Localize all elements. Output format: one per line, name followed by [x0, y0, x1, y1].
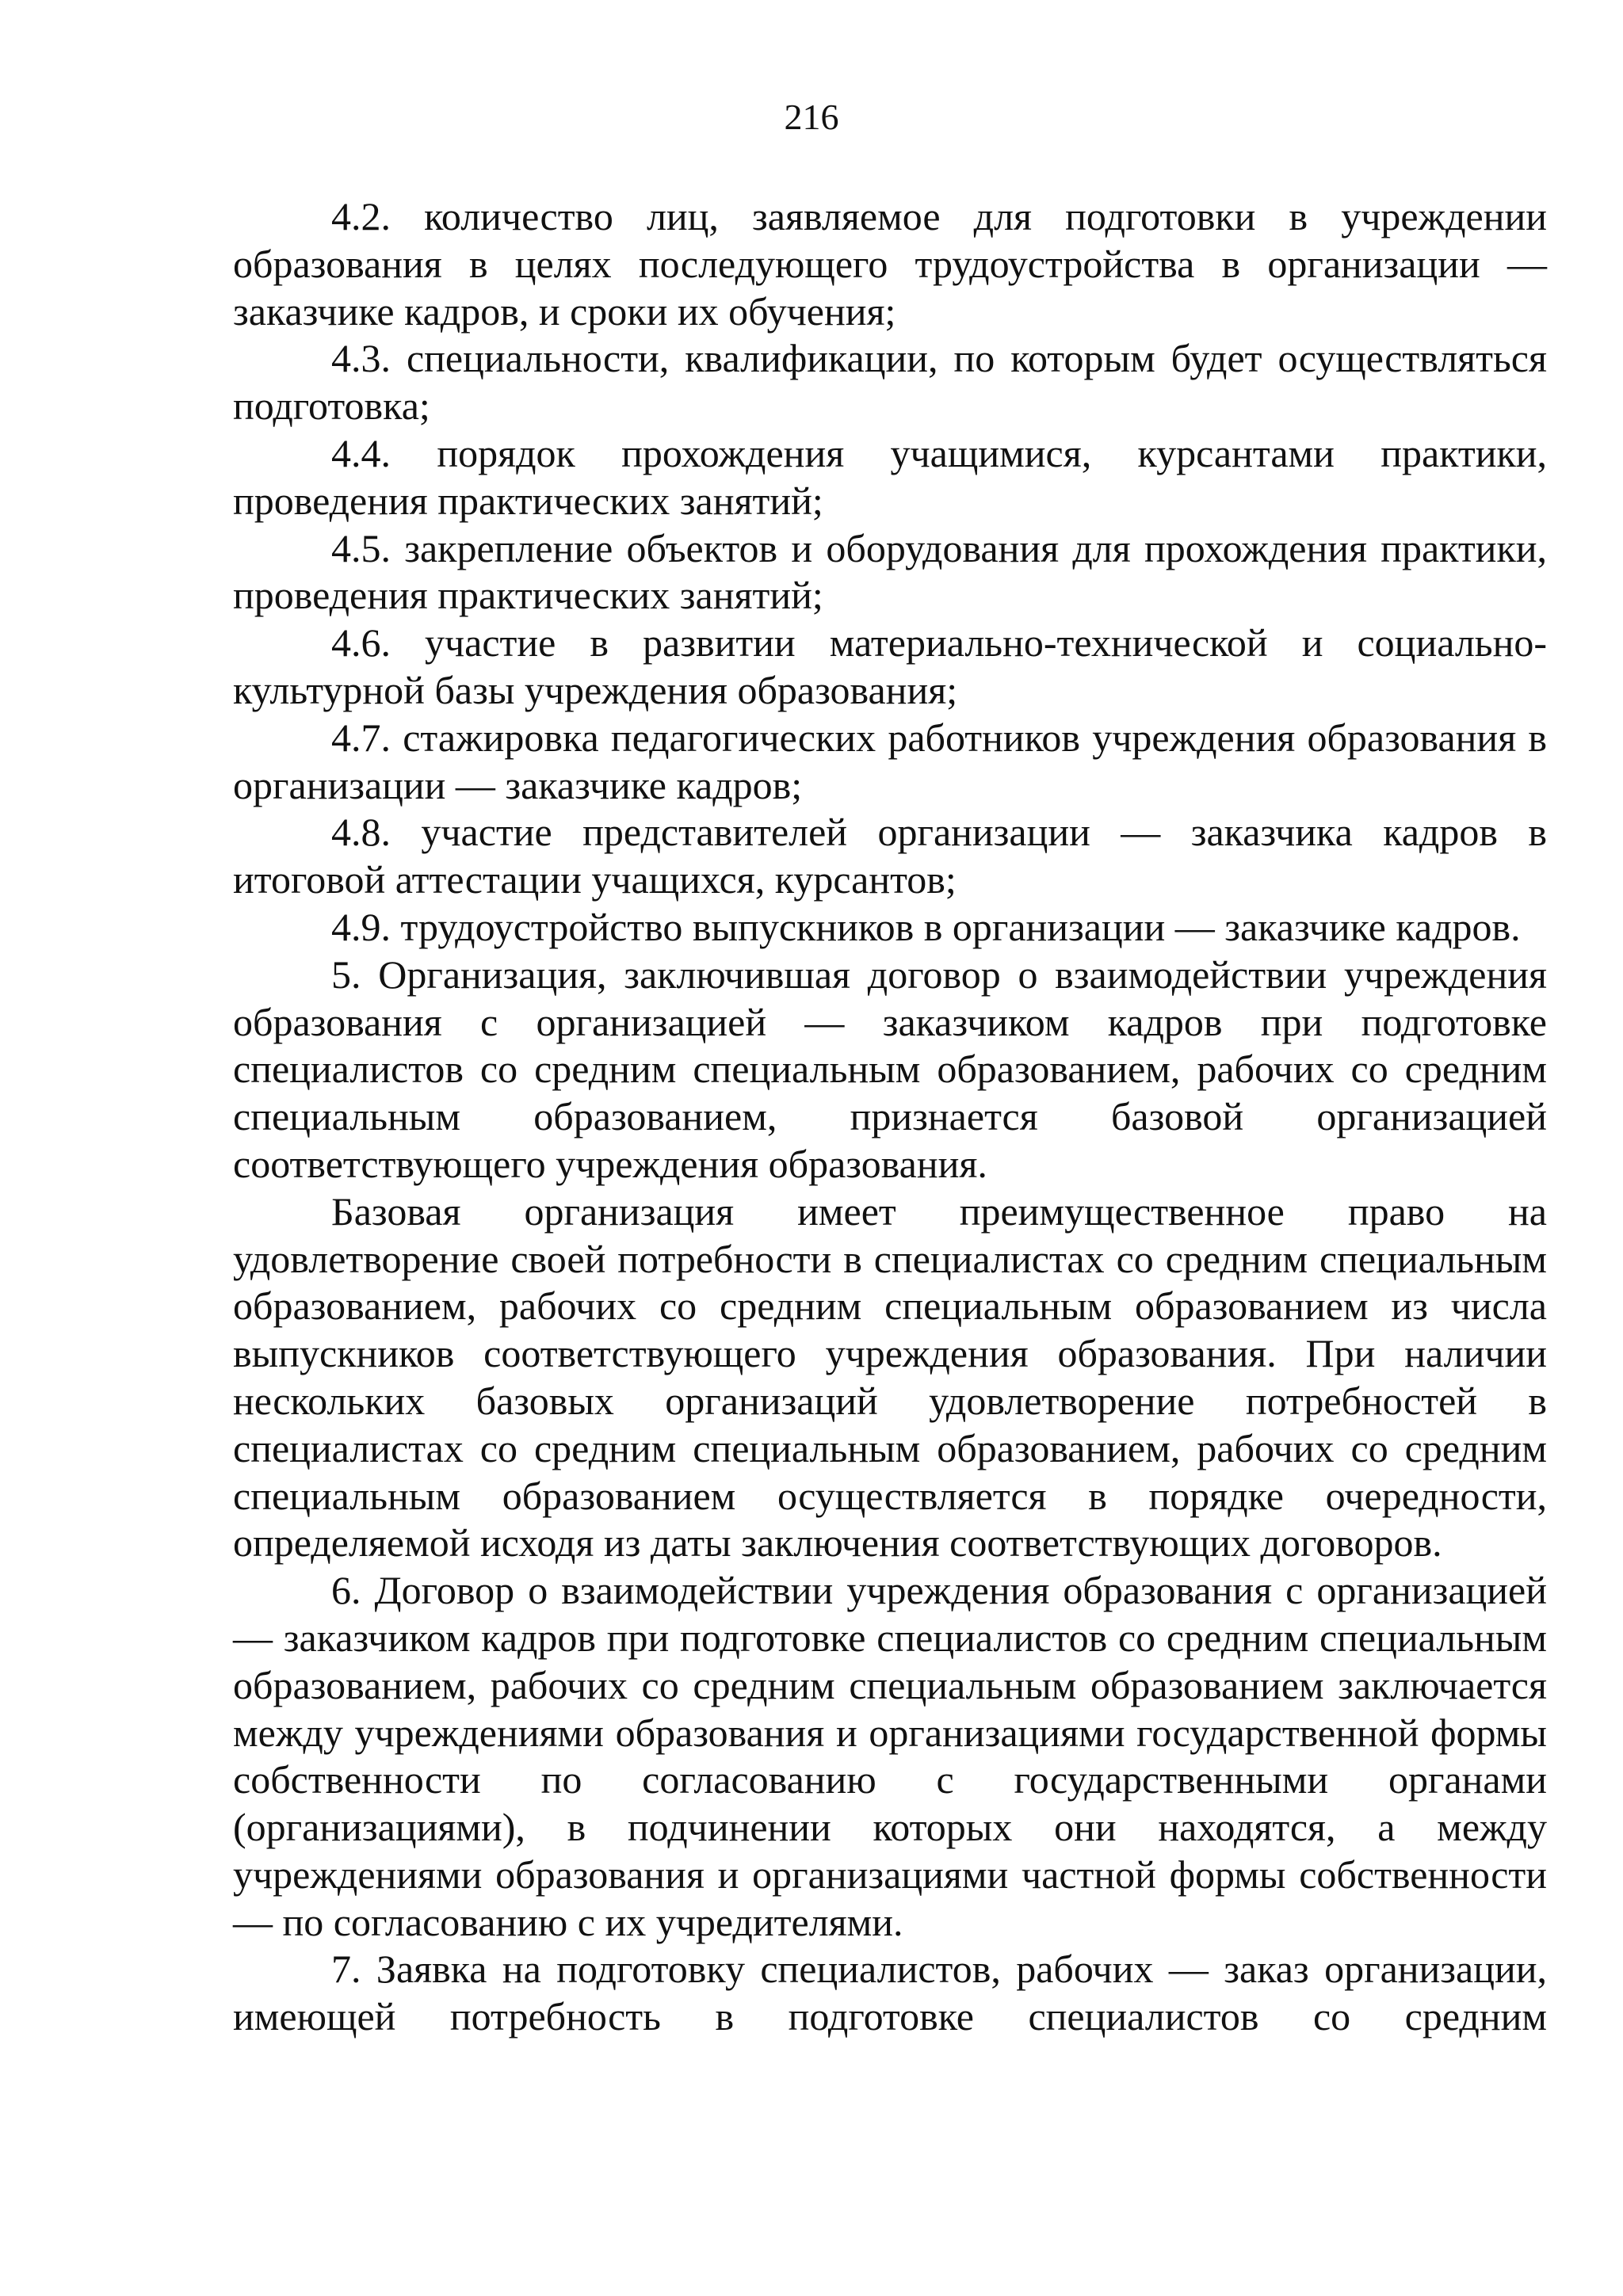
- paragraph-4-8: 4.8. участие представителей организации — заказчика кадров в итоговой аттестации учащихся, курсантов;: [233, 810, 1547, 902]
- paragraph-4-9: 4.9. трудоустройство выпускников в организации — заказчике кадров.: [331, 904, 1521, 949]
- page-number: 216: [784, 97, 839, 137]
- paragraph-4-3: 4.3. специальности, квалификации, по которым будет осуществляться подготовка;: [233, 336, 1547, 429]
- paragraph-5: 5. Организация, заключившая договор о взаимодействии учреждения образования с организацией — заказчиком кадров при подготовке специалистов со средним специальным образованием, рабочих со средним специальным образованием, признается базовой организацией соответствующего учреждения образования.: [233, 952, 1547, 1186]
- paragraph-base-organization: Базовая организация имеет преимущественное право на удовлетворение своей потребности в специалистах со средним специальным образованием, рабочих со средним специальным образованием из числа выпускников соответствующего учреждения образования. При наличии нескольких базовых организаций удовлетворение потребностей в специалистах со средним специальным образованием, рабочих со средним специальным образованием осуществляется в порядке очередности, определяемой исходя из даты заключения соответствующих договоров.: [233, 1188, 1547, 1566]
- paragraph-6: 6. Договор о взаимодействии учреждения образования с организацией — заказчиком кадров при подготовке специалистов со средним специальным образованием, рабочих со средним специальным образованием заключается между учреждениями образования и организациями государственной формы собственности по согласованию с государственными органами (организациями), в подчинении которых они находятся, а между учреждениями образования и организациями частной формы собственности — по согласованию с их учредителями.: [233, 1568, 1547, 1944]
- paragraph-4-2: 4.2. количество лиц, заявляемое для подготовки в учреждении образования в целях последующего трудоустройства в организации — заказчике кадров, и сроки их обучения;: [233, 194, 1547, 334]
- paragraph-4-4: 4.4. порядок прохождения учащимися, курсантами практики, проведения практических занятий;: [233, 430, 1547, 523]
- paragraph-4-6: 4.6. участие в развитии материально-технической и социально-культурной базы учреждения образования;: [233, 620, 1547, 712]
- document-body: [233, 193, 1547, 2041]
- paragraph-4-7: 4.7. стажировка педагогических работников учреждения образования в организации — заказчике кадров;: [233, 715, 1547, 807]
- paragraph-7: 7. Заявка на подготовку специалистов, рабочих — заказ организации, имеющей потребность в подготовке специалистов со средним: [233, 1947, 1547, 2039]
- paragraph-4-5: 4.5. закрепление объектов и оборудования для прохождения практики, проведения практических занятий;: [233, 525, 1547, 618]
